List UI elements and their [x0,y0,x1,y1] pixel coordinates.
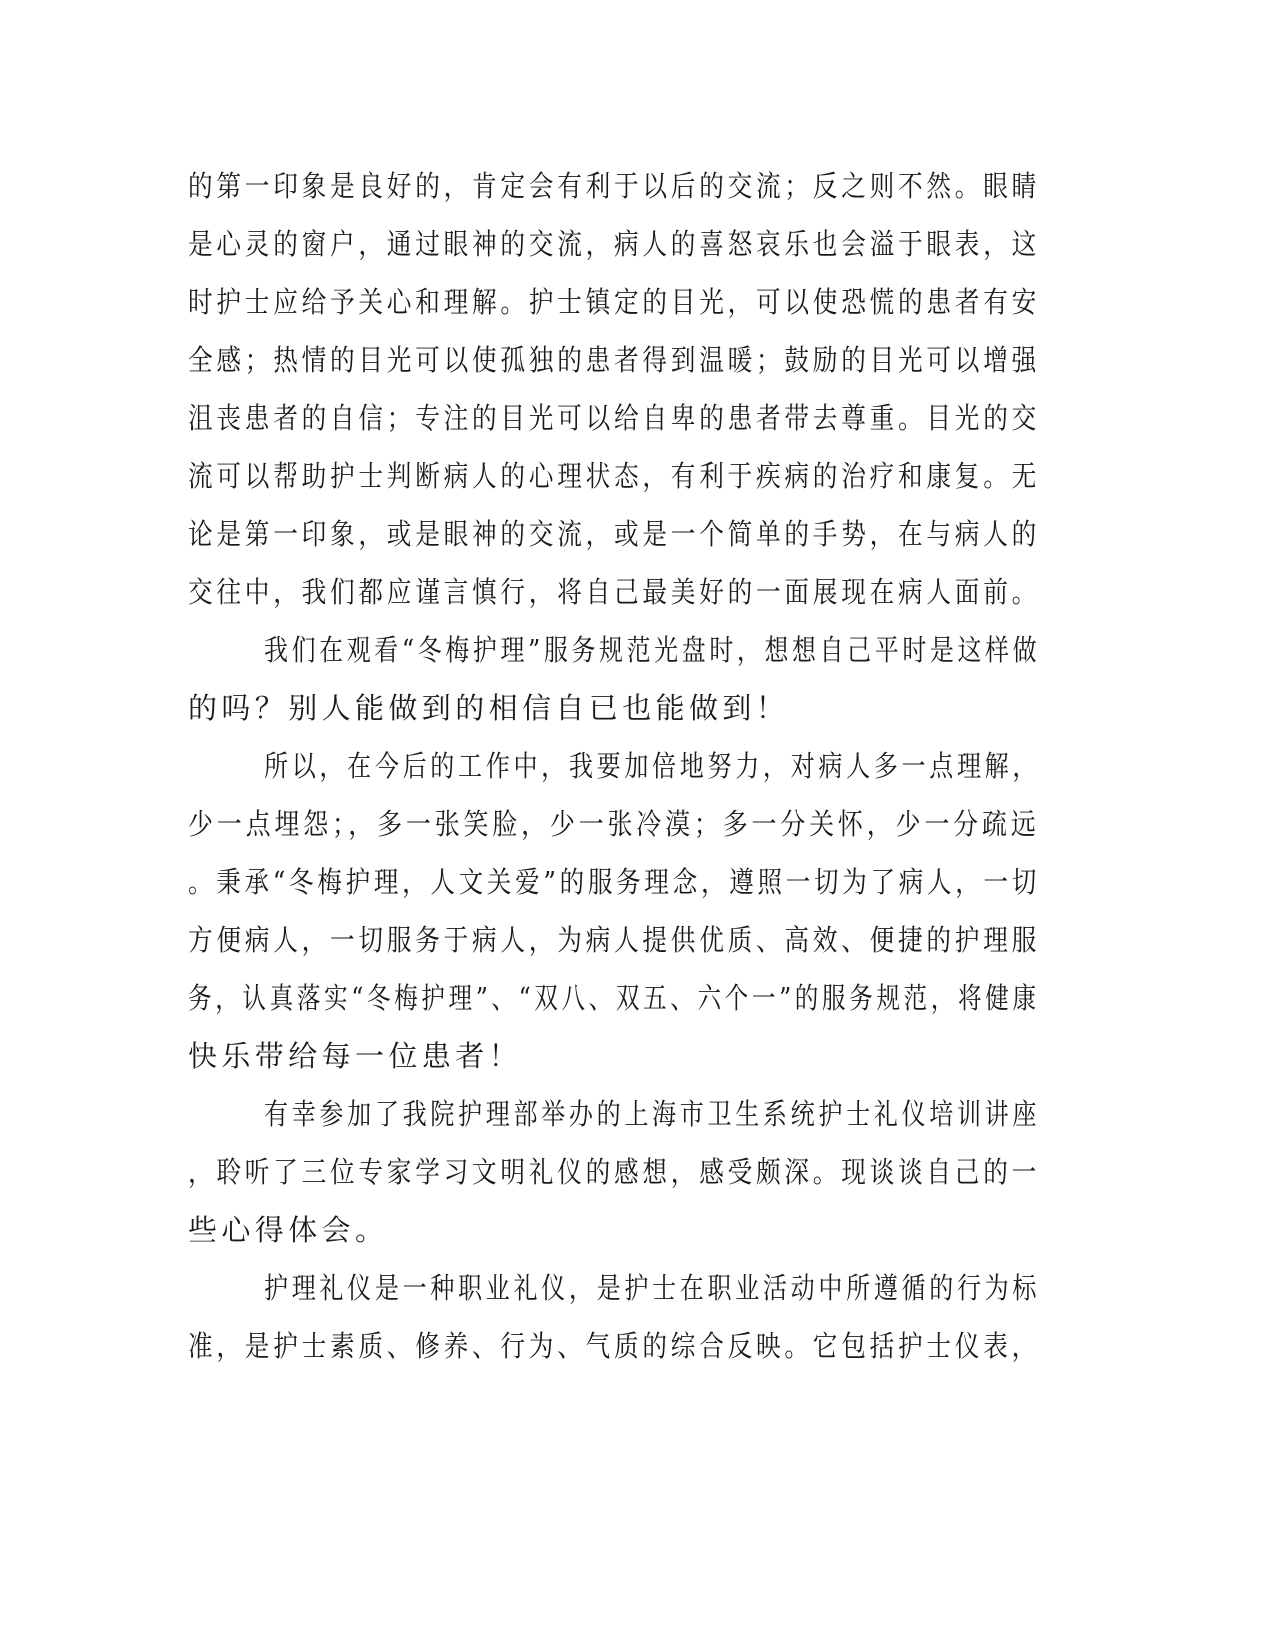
text-line: 准，是护士素质、修养、行为、气质的综合反映。它包括护士仪表， [188,1329,1041,1363]
text-line: 流可以帮助护士判断病人的心理状态，有利于疾病的治疗和康复。无 [188,459,1041,493]
text-line: ，聆听了三位专家学习文明礼仪的感想，感受颇深。现谈谈自己的一 [188,1155,1041,1189]
text-line: 论是第一印象，或是眼神的交流，或是一个简单的手势，在与病人的 [188,517,1041,551]
text-line: 快乐带给每一位患者！ [188,1039,523,1073]
text-line: 全感；热情的目光可以使孤独的患者得到温暖；鼓励的目光可以增强 [188,343,1041,377]
text-line: 方便病人，一切服务于病人，为病人提供优质、高效、便捷的护理服 [188,923,1041,957]
text-line: 。秉承“冬梅护理，人文关爱”的服务理念，遵照一切为了病人，一切 [188,865,1041,899]
text-line: 交往中，我们都应谨言慎行，将自己最美好的一面展现在病人面前。 [188,575,1041,609]
paragraph-first-line: 有幸参加了我院护理部举办的上海市卫生系统护士礼仪培训讲座 [264,1097,1041,1131]
text-line: 的吗？别人能做到的相信自已也能做到！ [188,691,790,725]
paragraph-first-line: 我们在观看“冬梅护理”服务规范光盘时，想想自己平时是这样做 [264,633,1041,667]
text-line: 是心灵的窗户，通过眼神的交流，病人的喜怒哀乐也会溢于眼表，这 [188,227,1041,261]
text-line: 时护士应给予关心和理解。护士镇定的目光，可以使恐慌的患者有安 [188,285,1041,319]
text-line: 的第一印象是良好的，肯定会有利于以后的交流；反之则不然。眼睛 [188,169,1041,203]
text-line: 务，认真落实“冬梅护理”、“双八、双五、六个一”的服务规范，将健康 [188,981,1040,1015]
text-line: 些心得体会。 [188,1213,389,1247]
text-line: 沮丧患者的自信；专注的目光可以给自卑的患者带去尊重。目光的交 [188,401,1041,435]
text-line: 少一点埋怨；，多一张笑脸，少一张冷漠；多一分关怀，少一分疏远 [188,807,1040,841]
paragraph-first-line: 所以，在今后的工作中，我要加倍地努力，对病人多一点理解， [264,749,1041,783]
paragraph-first-line: 护理礼仪是一种职业礼仪，是护士在职业活动中所遵循的行为标 [264,1271,1041,1305]
